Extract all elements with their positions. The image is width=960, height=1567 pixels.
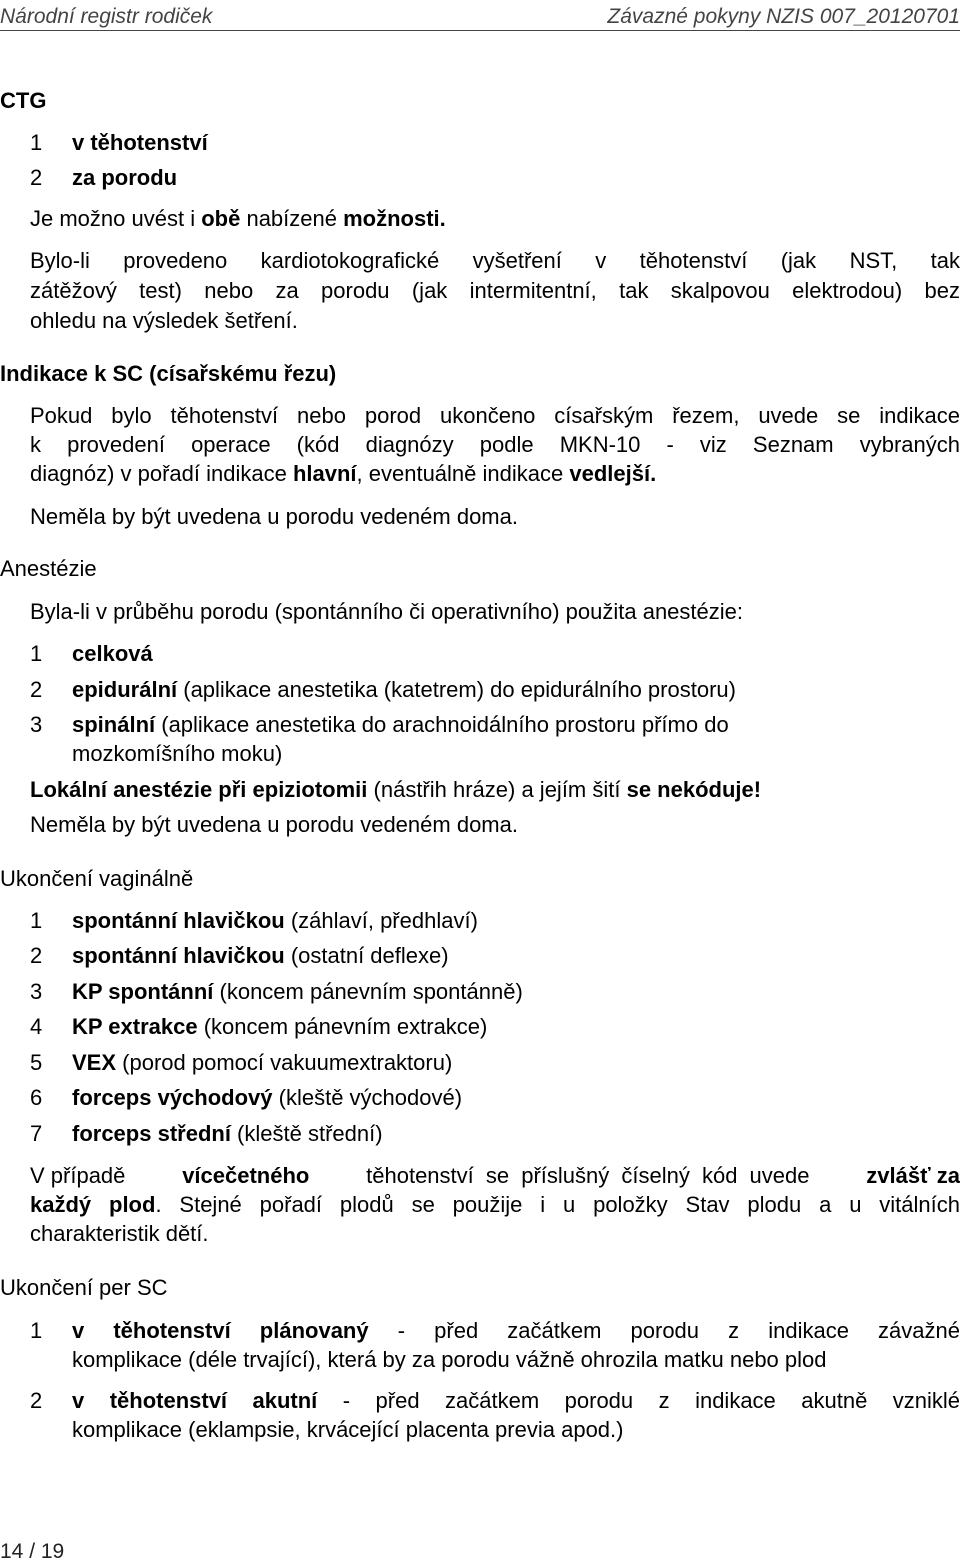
indikace-bold: hlavní — [292, 461, 357, 486]
indikace-line: Pokud bylo těhotenství nebo porod ukončeno císařským řezem, uvede se indikace — [30, 403, 960, 428]
vaginalne-item-num: 7 — [30, 1121, 43, 1146]
vaginalne-item-text: (koncem pánevním spontánně) — [213, 979, 523, 1004]
anestezie-item-bold: epidurální — [72, 677, 178, 702]
vaginalne-para-text: V případě — [30, 1163, 126, 1188]
header-right: Závazné pokyny NZIS 007_20120701 — [607, 5, 960, 28]
anestezie-item-bold: spinální — [72, 712, 156, 737]
persc-item-bold: v těhotenství akutní — [72, 1388, 318, 1413]
vaginalne-item-text: (koncem pánevním extrakce) — [197, 1014, 488, 1039]
header-left: Národní registr rodiček — [0, 5, 213, 28]
anestezie-local-text: (nástřih hráze) a jejím šití — [367, 777, 627, 802]
vaginalne-item-text: (porod pomocí vakuumextraktoru) — [116, 1050, 453, 1075]
persc-item-bold: v těhotenství plánovaný — [72, 1318, 369, 1343]
anestezie-item-num: 1 — [30, 641, 43, 666]
vaginalne-item-text: (záhlaví, předhlaví) — [284, 908, 478, 933]
anestezie-item-text: (aplikace anestetika (katetrem) do epidurálního prostoru) — [177, 677, 736, 702]
vaginalne-para-bold: každý plod — [30, 1192, 156, 1217]
ctg-item-label: za porodu — [72, 165, 178, 190]
vaginalne-item-num: 6 — [30, 1085, 43, 1110]
vaginalne-item-num: 2 — [30, 943, 43, 968]
ctg-item-num: 1 — [30, 130, 43, 155]
ctg-para-line: zátěžový test) nebo za porodu (jak intermitentní, tak skalpovou elektrodou) bez — [30, 278, 960, 303]
anestezie-item-text: (aplikace anestetika do arachnoidálního prostoru přímo do — [155, 712, 729, 737]
anestezie-local-bold: Lokální anestézie při epiziotomii — [30, 777, 368, 802]
persc-item-text: - před začátkem porodu z indikace závažné — [368, 1318, 960, 1343]
indikace-bold: vedlejší. — [569, 461, 657, 486]
ctg-item-num: 2 — [30, 165, 43, 190]
anestezie-intro: Byla-li v průběhu porodu (spontánního či operativního) použita anestézie: — [30, 599, 744, 624]
persc-item-text: - před začátkem porodu z indikace akutně vzniklé — [317, 1388, 960, 1413]
ctg-note-bold: obě — [201, 206, 241, 231]
indikace-line: k provedení operace (kód diagnózy podle MKN-10 - viz Seznam vybraných — [30, 432, 960, 457]
vaginalne-item-bold: forceps východový — [72, 1085, 273, 1110]
persc-item-text: komplikace (déle trvající), která by za porodu vážně ohrozila matku nebo plod — [72, 1347, 827, 1372]
vaginalne-item-bold: KP spontánní — [72, 979, 214, 1004]
anestezie-item-bold: celková — [72, 641, 153, 666]
vaginalne-para-text: těhotenství se příslušný číselný kód uvede — [366, 1163, 810, 1188]
persc-item-num: 2 — [30, 1388, 43, 1413]
vaginalne-item-bold: spontánní hlavičkou — [72, 943, 285, 968]
vaginalne-para-bold: vícečetného — [182, 1163, 310, 1188]
anestezie-note: Neměla by být uvedena u porodu vedeném doma. — [30, 812, 518, 837]
indikace-title: Indikace k SC (císařskému řezu) — [0, 361, 337, 386]
ctg-item-label: v těhotenství — [72, 130, 208, 155]
indikace-text: , eventuálně indikace — [356, 461, 564, 486]
indikace-note: Neměla by být uvedena u porodu vedeném doma. — [30, 504, 518, 529]
vaginalne-item-text: (kleště východové) — [272, 1085, 463, 1110]
vaginalne-item-num: 4 — [30, 1014, 43, 1039]
anestezie-local-bold: se nekóduje! — [626, 777, 762, 802]
ctg-title: CTG — [0, 88, 47, 113]
ctg-para-line: Bylo-li provedeno kardiotokografické vyšetření v těhotenství (jak NST, tak — [30, 248, 960, 273]
vaginalne-item-bold: KP extrakce — [72, 1014, 198, 1039]
persc-item-text: komplikace (eklampsie, krvácející placenta previa apod.) — [72, 1417, 624, 1442]
ctg-note-bold: možnosti. — [343, 206, 446, 231]
ctg-note-text: nabízené — [246, 206, 337, 231]
anestezie-item-text: mozkomíšního moku) — [72, 741, 283, 766]
ctg-para-line: ohledu na výsledek šetření. — [30, 308, 298, 333]
page-number: 14 / 19 — [0, 1540, 65, 1563]
vaginalne-item-text: (kleště střední) — [230, 1121, 383, 1146]
anestezie-title: Anestézie — [0, 556, 97, 581]
anestezie-local — [30, 775, 960, 805]
persc-item-num: 1 — [30, 1318, 43, 1343]
vaginalne-para-line — [30, 1161, 960, 1191]
vaginalne-para-line: charakteristik dětí. — [30, 1221, 209, 1246]
ctg-note — [30, 204, 960, 234]
vaginalne-item-num: 5 — [30, 1050, 43, 1075]
vaginalne-item-bold: spontánní hlavičkou — [72, 908, 285, 933]
vaginalne-para-bold: zvlášť za — [866, 1163, 960, 1188]
anestezie-item-num: 3 — [30, 712, 43, 737]
vaginalne-item-bold: forceps střední — [72, 1121, 231, 1146]
vaginalne-item-text: (ostatní deflexe) — [284, 943, 449, 968]
persc-title: Ukončení per SC — [0, 1275, 168, 1300]
anestezie-item-num: 2 — [30, 677, 43, 702]
vaginalne-para-line — [30, 1190, 960, 1220]
vaginalne-para-text: . Stejné pořadí plodů se použije i u položky Stav plodu a u vitálních — [155, 1192, 960, 1217]
indikace-text: diagnóz) v pořadí indikace — [30, 461, 287, 486]
vaginalne-item-num: 1 — [30, 908, 43, 933]
vaginalne-item-bold: VEX — [72, 1050, 117, 1075]
ctg-note-text: Je možno uvést i — [30, 206, 196, 231]
vaginalne-item-num: 3 — [30, 979, 43, 1004]
vaginalne-title: Ukončení vaginálně — [0, 866, 194, 891]
indikace-line — [30, 459, 960, 489]
header-divider — [0, 30, 960, 31]
